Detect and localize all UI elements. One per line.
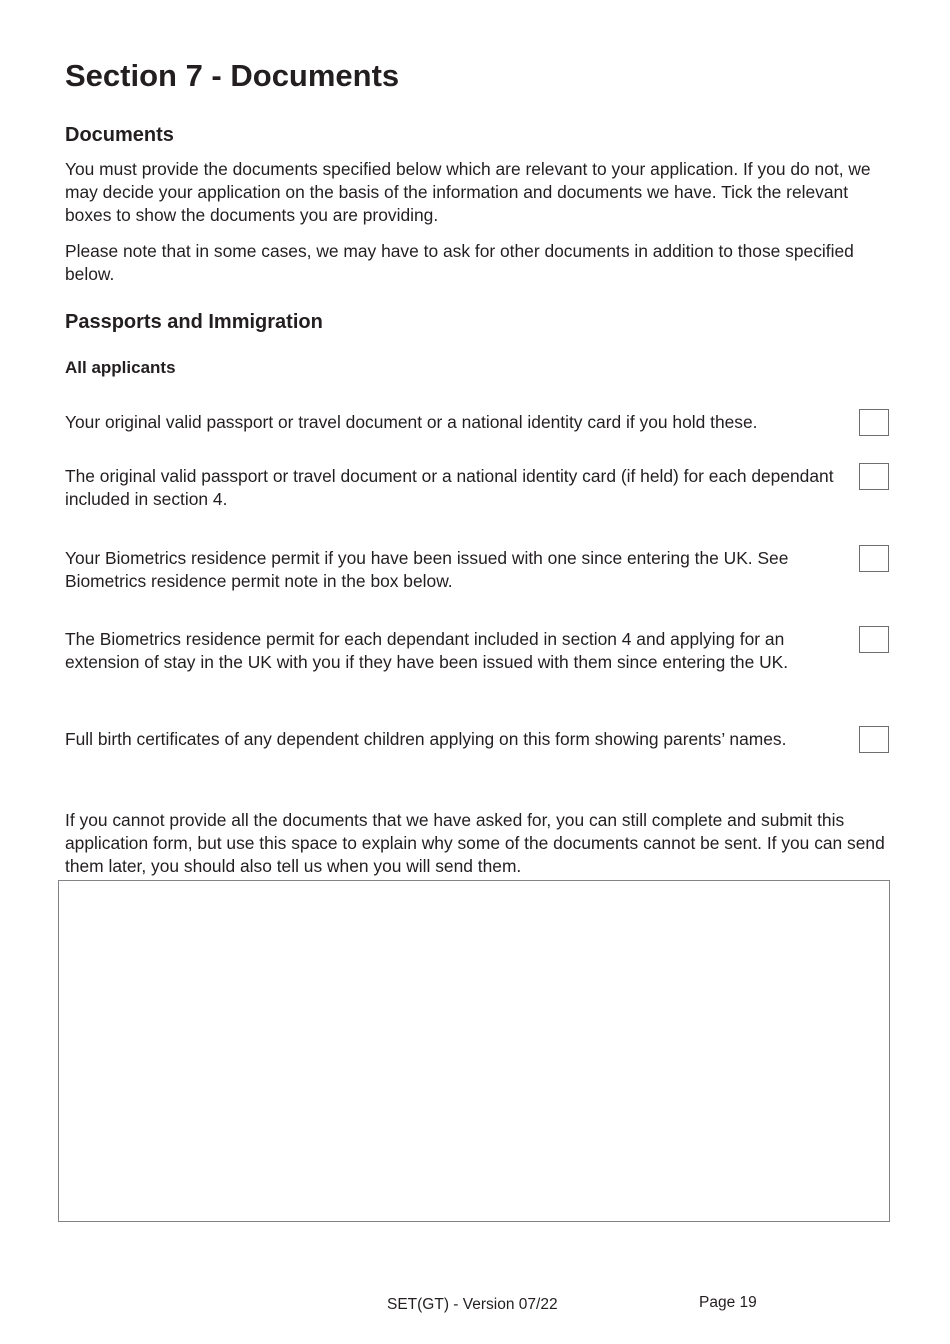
- documents-heading: Documents: [65, 124, 174, 146]
- form-version: SET(GT) - Version 07/22: [387, 1296, 558, 1313]
- document-item-birth-certificates-checkbox[interactable]: [859, 726, 889, 753]
- page-title: Section 7 - Documents: [65, 58, 400, 93]
- document-item-own-brp-label: Your Biometrics residence permit if you have been issued with one since entering the UK. See Biometrics residence permit note in the box below.: [65, 548, 789, 591]
- explanation-textarea[interactable]: [58, 880, 890, 1222]
- page-number: Page 19: [699, 1294, 757, 1311]
- document-item-own-passport-label: Your original valid passport or travel document or a national identity card if you hold these.: [65, 412, 758, 432]
- document-item-dependant-passport-checkbox[interactable]: [859, 463, 889, 490]
- documents-note-paragraph: Please note that in some cases, we may have to ask for other documents in addition to those specified below.: [65, 241, 854, 284]
- documents-intro-paragraph: You must provide the documents specified below which are relevant to your application. If you do not, we may decide your application on the basis of the information and documents we have. Tick the relevant boxes to show the documents you are providing.: [65, 159, 871, 225]
- document-item-own-brp-checkbox[interactable]: [859, 545, 889, 572]
- document-item-birth-certificates-label: Full birth certificates of any dependent children applying on this form showing parents’ names.: [65, 729, 787, 749]
- document-item-dependant-brp-checkbox[interactable]: [859, 626, 889, 653]
- document-item-own-passport-checkbox[interactable]: [859, 409, 889, 436]
- passports-heading: Passports and Immigration: [65, 311, 323, 333]
- document-item-dependant-passport-label: The original valid passport or travel document or a national identity card (if held) for each dependant included in section 4.: [65, 466, 834, 509]
- document-item-dependant-brp-label: The Biometrics residence permit for each dependant included in section 4 and applying for an extension of stay in the UK with you if they have been issued with them since entering the UK.: [65, 629, 789, 672]
- explanation-prompt: If you cannot provide all the documents that we have asked for, you can still complete and submit this application form, but use this space to explain why some of the documents cannot be sent. If you can send them later, you should also tell us when you will send them.: [65, 810, 885, 876]
- all-applicants-subheading: All applicants: [65, 358, 176, 377]
